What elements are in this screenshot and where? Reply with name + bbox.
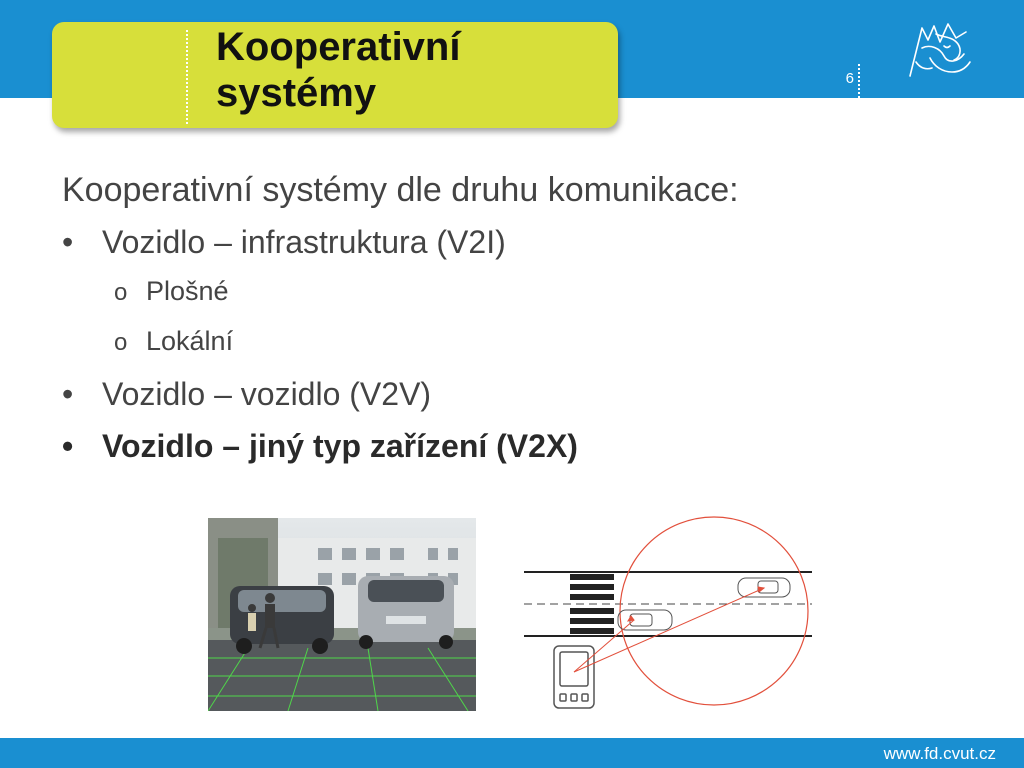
list-item-label: Vozidlo – jiný typ zařízení (V2X)	[102, 428, 578, 464]
page-number-divider	[858, 64, 860, 98]
list-item-label: Vozidlo – vozidlo (V2V)	[102, 376, 432, 412]
list-item-v2i	[62, 222, 962, 262]
sub-bullet-mark: o	[114, 329, 128, 356]
v2x-communication-diagram	[518, 516, 818, 712]
footer-band	[0, 738, 1024, 768]
slide-title-line-2: systémy	[216, 71, 377, 115]
sub-bullet-mark: o	[114, 279, 128, 306]
sub-list-item-label: Plošné	[146, 276, 229, 306]
list-item-v2x	[62, 426, 962, 466]
sub-list-item-label: Lokální	[146, 326, 234, 356]
slide-title-line-1: Kooperativní	[216, 25, 461, 69]
sub-list-item-plosne	[62, 274, 962, 308]
university-lion-logo-icon	[900, 18, 976, 80]
slide-content	[62, 168, 962, 478]
sub-list-item-lokalni	[62, 324, 962, 358]
list-item-v2v	[62, 374, 962, 414]
bullet-mark: •	[62, 224, 74, 260]
bullet-mark: •	[62, 428, 74, 464]
footer-url[interactable]: www.fd.cvut.cz	[883, 744, 996, 763]
page-number: 6	[845, 70, 854, 87]
pedestrian-detection-photo	[208, 518, 476, 711]
list-item-label: Vozidlo – infrastruktura (V2I)	[102, 224, 506, 260]
bullet-mark: •	[62, 376, 74, 412]
slide-title	[216, 24, 606, 116]
title-divider	[186, 30, 188, 124]
intro-text: Kooperativní systémy dle druhu komunikace:	[62, 171, 739, 209]
